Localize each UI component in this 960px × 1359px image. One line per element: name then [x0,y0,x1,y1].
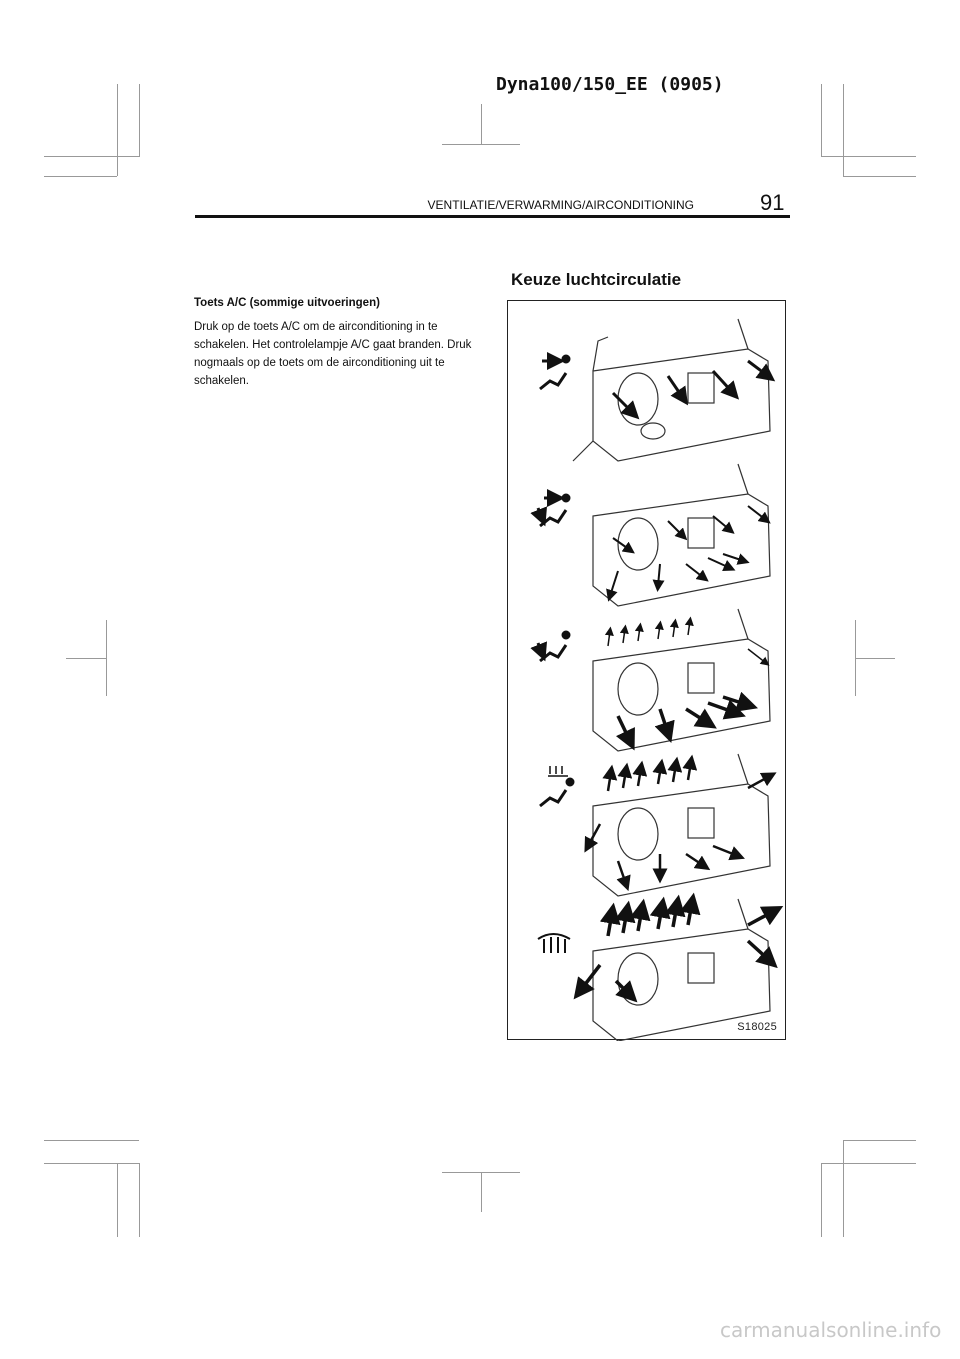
defrost-mode-icon [538,934,570,953]
face-mode-icon [540,356,569,389]
panel-foot-defrost [540,754,770,896]
panel-bi-level [538,464,770,606]
foot-mode-icon [538,632,569,661]
header-rule [195,215,790,218]
dashboard-illustration [508,301,787,1041]
document-id: Dyna100/150_EE (0905) [496,74,724,95]
figure-code: S18025 [737,1021,777,1033]
air-circulation-figure [507,300,786,1040]
panel-foot [538,609,770,751]
body-text: Druk op de toets A/C om de airconditioning in te schakelen. Het controlelampje A/C gaat branden. Druk nogmaals op de toets om de airconditioning uit te schakelen. [194,321,472,387]
panel-face [540,319,770,461]
page-number: 91 [760,190,785,215]
watermark: carmanualsonline.info [720,1318,942,1342]
section-title: VENTILATIE/VERWARMING/AIRCONDITIONING [427,198,694,212]
foot-defrost-mode-icon [540,766,573,806]
subheading: Toets A/C (sommige uitvoeringen) [194,297,380,309]
panel-defrost [538,899,774,1041]
section-heading: Keuze luchtcirculatie [511,270,682,289]
bi-level-mode-icon [538,495,569,526]
